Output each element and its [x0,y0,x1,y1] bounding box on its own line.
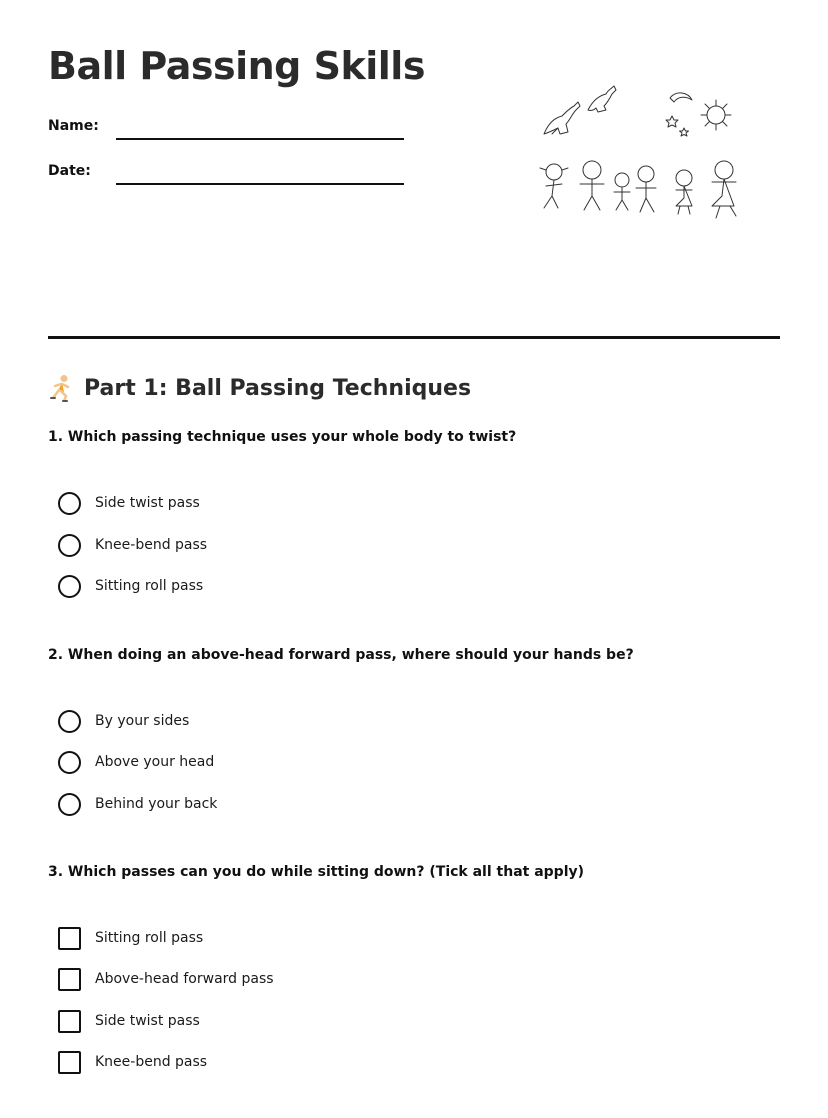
question-1: 1. Which passing technique uses your whole body to twist? [48,429,517,445]
name-label: Name: [48,118,99,134]
q2-option-1[interactable] [58,709,189,733]
option-label: Behind your back [95,796,218,812]
option-label: Above-head forward pass [95,971,274,987]
option-label: Sitting roll pass [95,578,204,594]
option-label: Above your head [95,754,215,770]
radio-button[interactable] [58,534,81,557]
radio-button[interactable] [58,793,81,816]
option-label: Side twist pass [95,495,200,511]
q1-option-1[interactable] [58,491,200,515]
radio-button[interactable] [58,492,81,515]
radio-button[interactable] [58,575,81,598]
kangaroo-icon [544,102,580,134]
name-field[interactable] [116,138,404,140]
radio-button[interactable] [58,710,81,733]
children-icon [540,161,736,218]
date-label: Date: [48,163,91,179]
option-label: By your sides [95,713,190,729]
header-illustration [536,84,756,229]
q1-option-3[interactable] [58,574,203,598]
star-icon [666,116,689,136]
question-2: 2. When doing an above-head forward pass, where should your hands be? [48,647,634,663]
checkbox[interactable] [58,1051,81,1074]
runner-icon [48,374,74,402]
option-label: Side twist pass [95,1013,200,1029]
checkbox[interactable] [58,927,81,950]
page-title: Ball Passing Skills [48,44,425,88]
option-label: Knee-bend pass [95,1054,208,1070]
checkbox[interactable] [58,968,81,991]
sun-icon [701,100,731,130]
q3-option-3[interactable] [58,1009,200,1033]
date-field[interactable] [116,183,404,185]
radio-button[interactable] [58,751,81,774]
part1-heading [48,374,471,402]
q3-option-4[interactable] [58,1050,207,1074]
q3-option-2[interactable] [58,967,274,991]
q3-option-1[interactable] [58,926,203,950]
kangaroo-icon [588,86,616,112]
question-3: 3. Which passes can you do while sitting down? (Tick all that apply) [48,864,585,880]
q1-option-2[interactable] [58,533,207,557]
q2-option-3[interactable] [58,792,217,816]
part1-heading-text: Part 1: Ball Passing Techniques [84,375,472,401]
option-label: Knee-bend pass [95,537,208,553]
moon-icon [670,93,692,102]
section-divider [48,336,780,339]
option-label: Sitting roll pass [95,930,204,946]
checkbox[interactable] [58,1010,81,1033]
q2-option-2[interactable] [58,750,214,774]
